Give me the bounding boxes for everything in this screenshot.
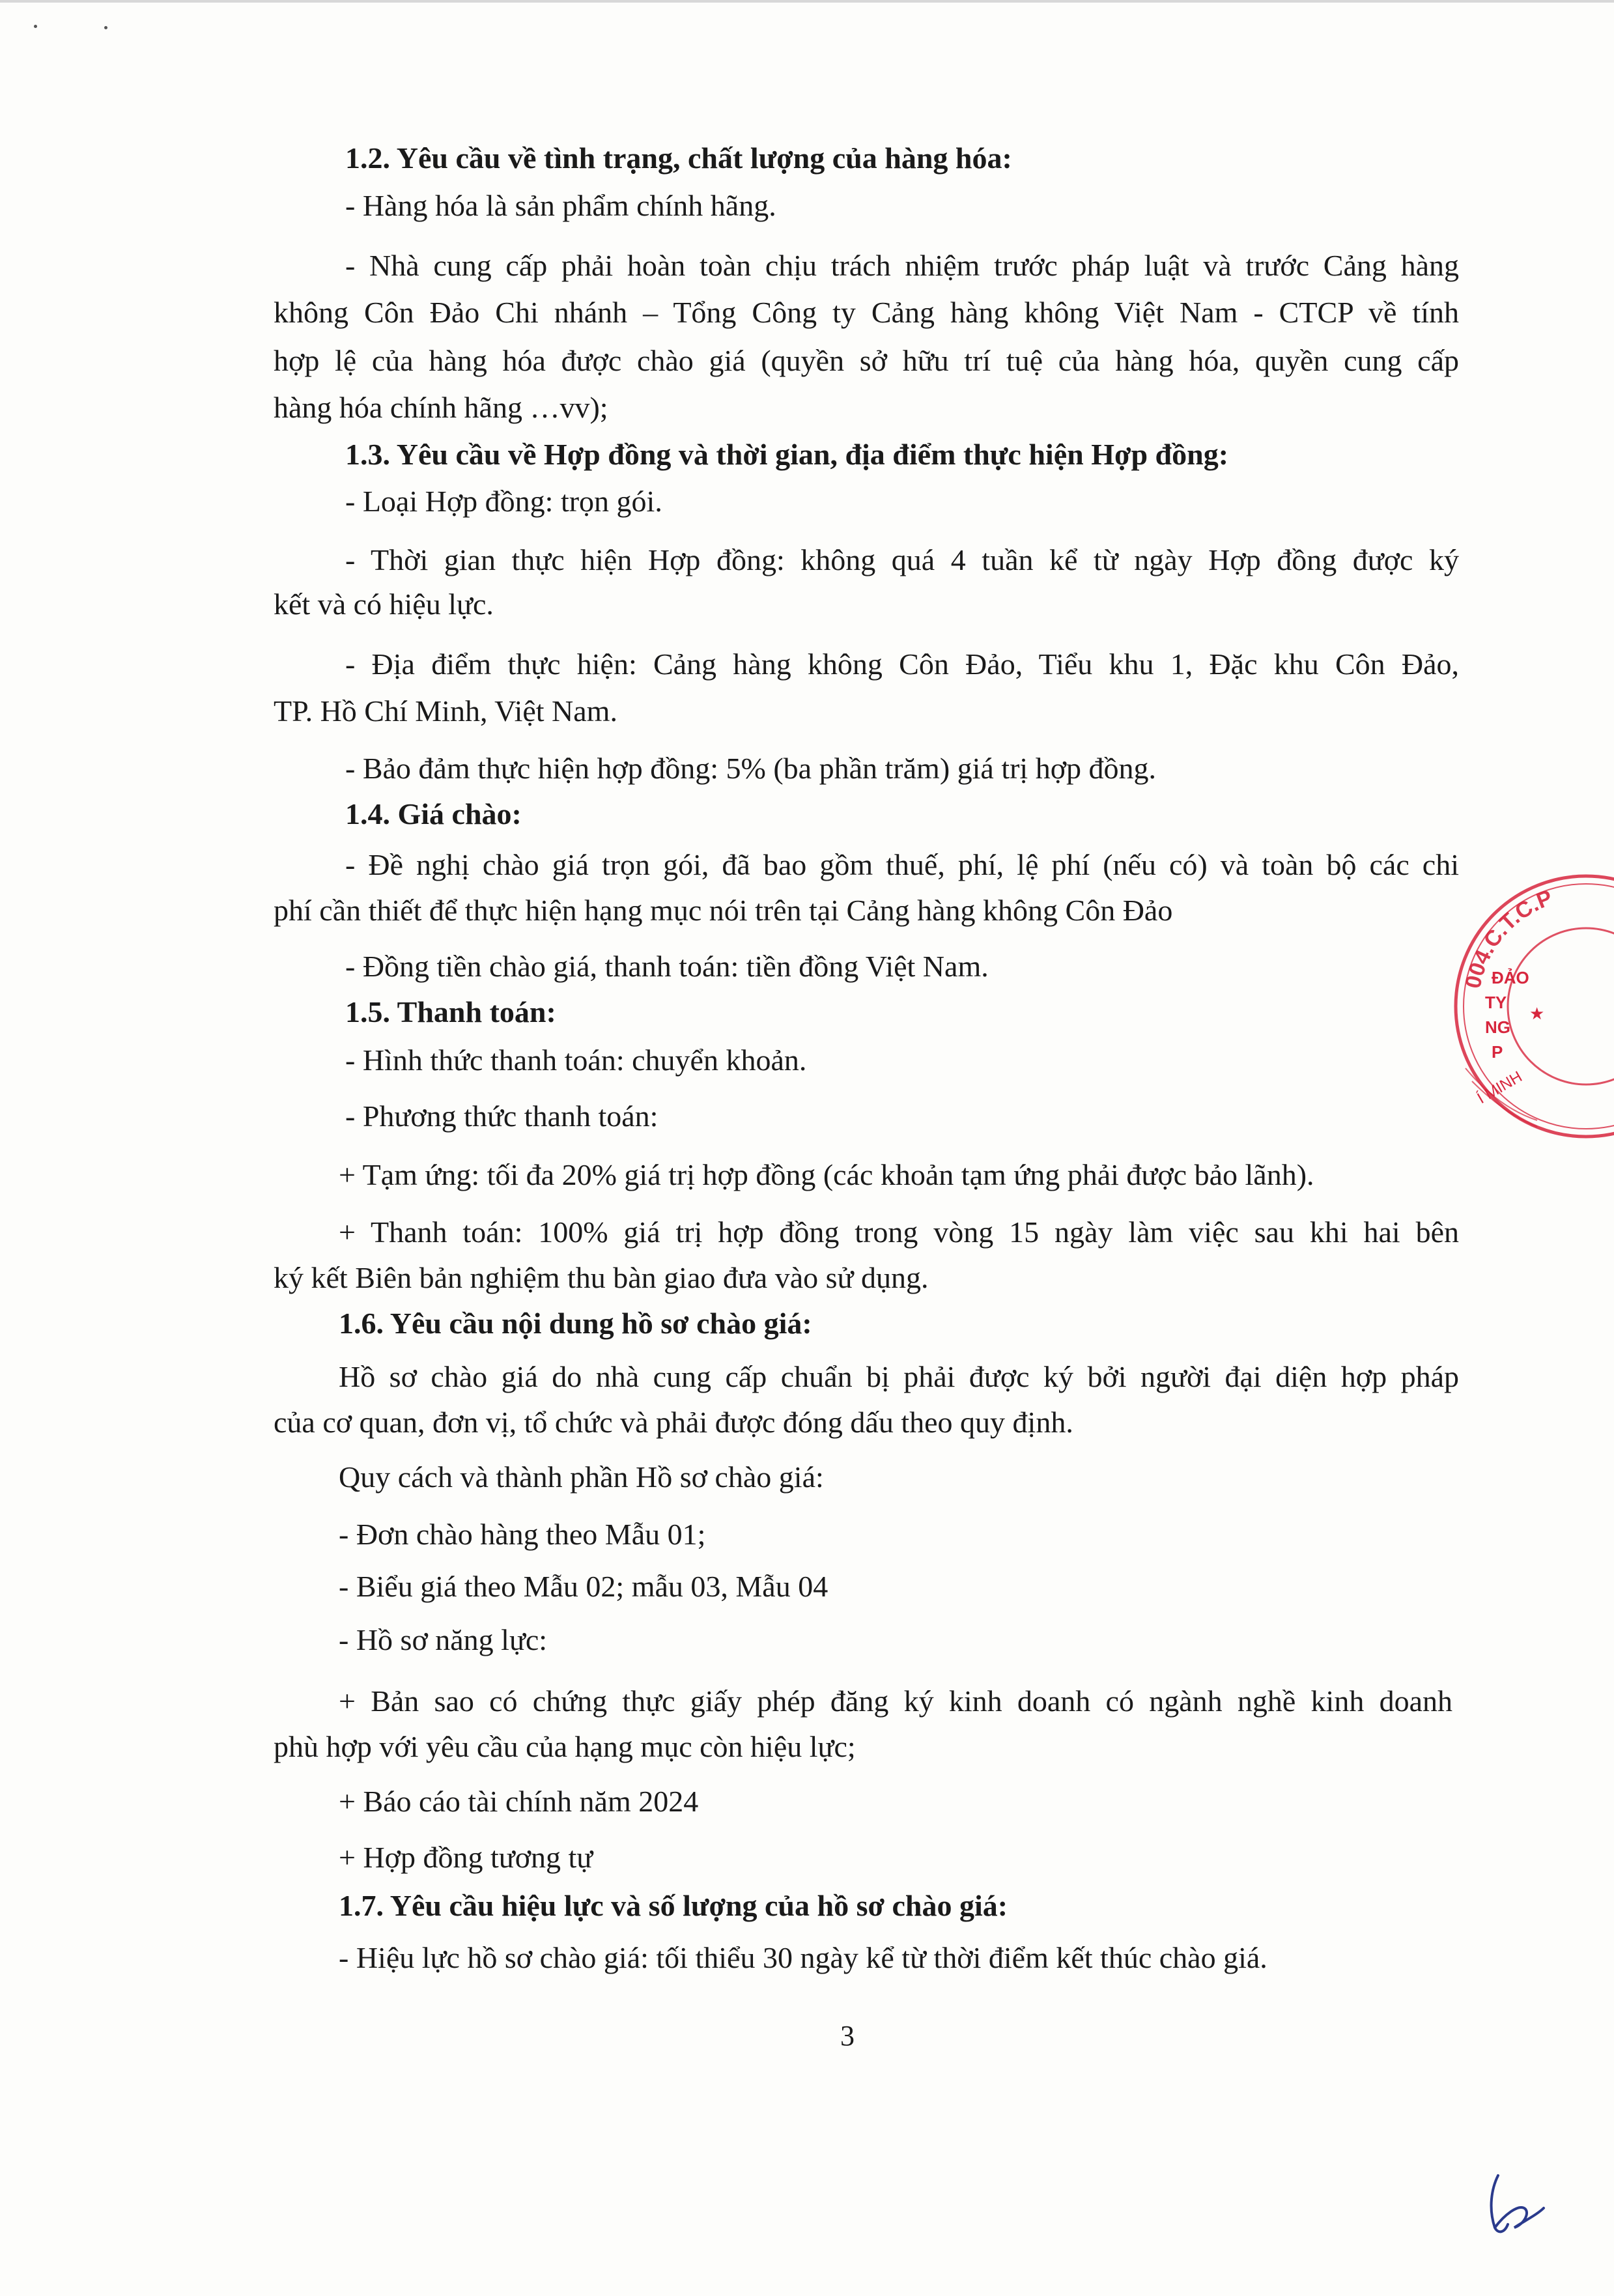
paragraph-line: + Hợp đồng tương tự xyxy=(339,1841,593,1874)
paragraph-line: - Hình thức thanh toán: chuyển khoản. xyxy=(345,1043,807,1077)
svg-text:P: P xyxy=(1492,1042,1503,1062)
scan-top-edge xyxy=(0,0,1614,3)
paragraph-line: phù hợp với yêu cầu của hạng mục còn hiệu lực; xyxy=(274,1730,856,1763)
heading-1-7: 1.7. Yêu cầu hiệu lực và số lượng của hồ sơ chào giá: xyxy=(339,1889,1008,1922)
page-number: 3 xyxy=(840,2020,855,2052)
paragraph-line: không Côn Đảo Chi nhánh – Tổng Công ty Cảng hàng không Việt Nam - CTCP về tính xyxy=(274,296,1459,329)
paragraph-line: - Bảo đảm thực hiện hợp đồng: 5% (ba phần trăm) giá trị hợp đồng. xyxy=(345,752,1157,785)
paragraph-line: + Tạm ứng: tối đa 20% giá trị hợp đồng (các khoản tạm ứng phải được bảo lãnh). xyxy=(339,1158,1314,1191)
signature-initials-icon xyxy=(1479,2169,1557,2241)
paragraph-line: - Biểu giá theo Mẫu 02; mẫu 03, Mẫu 04 xyxy=(339,1570,828,1603)
paragraph-line: + Thanh toán: 100% giá trị hợp đồng trong vòng 15 ngày làm việc sau khi hai bên xyxy=(339,1215,1459,1249)
paragraph-line: - Địa điểm thực hiện: Cảng hàng không Côn Đảo, Tiểu khu 1, Đặc khu Côn Đảo, xyxy=(345,647,1459,681)
paragraph-line: phí cần thiết để thực hiện hạng mục nói trên tại Cảng hàng không Côn Đảo xyxy=(274,894,1173,927)
paragraph-line: - Thời gian thực hiện Hợp đồng: không quá 4 tuần kể từ ngày Hợp đồng được ký xyxy=(345,543,1459,576)
scan-speck xyxy=(104,26,107,29)
svg-text:NG: NG xyxy=(1485,1017,1510,1037)
paragraph-line: TP. Hồ Chí Minh, Việt Nam. xyxy=(274,694,617,728)
paragraph-line: - Nhà cung cấp phải hoàn toàn chịu trách nhiệm trước pháp luật và trước Cảng hàng xyxy=(345,249,1459,282)
paragraph-line: - Hiệu lực hồ sơ chào giá: tối thiểu 30 ngày kể từ thời điểm kết thúc chào giá. xyxy=(339,1941,1267,1974)
paragraph-line: + Báo cáo tài chính năm 2024 xyxy=(339,1785,699,1818)
company-stamp-icon xyxy=(1439,860,1614,1153)
paragraph-line: kết và có hiệu lực. xyxy=(274,588,494,621)
svg-text:★: ★ xyxy=(1529,1004,1545,1024)
paragraph-line: - Đơn chào hàng theo Mẫu 01; xyxy=(339,1518,706,1551)
paragraph-line: hợp lệ của hàng hóa được chào giá (quyền sở hữu trí tuệ của hàng hóa, quyền cung cấp xyxy=(274,344,1459,377)
paragraph-line: + Bản sao có chứng thực giấy phép đăng ký kinh doanh có ngành nghề kinh doanh xyxy=(339,1684,1452,1718)
paragraph-line: - Hồ sơ năng lực: xyxy=(339,1623,548,1656)
paragraph-line: của cơ quan, đơn vị, tổ chức và phải được đóng dấu theo quy định. xyxy=(274,1406,1073,1439)
paragraph-line: Hồ sơ chào giá do nhà cung cấp chuẩn bị phải được ký bởi người đại diện hợp pháp xyxy=(339,1360,1459,1393)
paragraph-line: - Loại Hợp đồng: trọn gói. xyxy=(345,485,662,518)
heading-1-3: 1.3. Yêu cầu về Hợp đồng và thời gian, địa điểm thực hiện Hợp đồng: xyxy=(345,438,1229,471)
paragraph-line: hàng hóa chính hãng …vv); xyxy=(274,391,608,424)
paragraph-line: Quy cách và thành phần Hồ sơ chào giá: xyxy=(339,1460,824,1494)
svg-text:Í MINH: Í MINH xyxy=(1474,1068,1525,1108)
svg-text:TY: TY xyxy=(1485,993,1507,1012)
heading-1-4: 1.4. Giá chào: xyxy=(345,797,522,830)
svg-text:004.C.T.C.P: 004.C.T.C.P xyxy=(1460,885,1556,991)
heading-1-5: 1.5. Thanh toán: xyxy=(345,995,556,1028)
scan-speck xyxy=(34,25,37,28)
paragraph-line: - Đề nghị chào giá trọn gói, đã bao gồm thuế, phí, lệ phí (nếu có) và toàn bộ các chi xyxy=(345,848,1459,881)
svg-text:ĐẢO: ĐẢO xyxy=(1492,968,1529,987)
paragraph-line: - Hàng hóa là sản phẩm chính hãng. xyxy=(345,189,776,222)
heading-1-6: 1.6. Yêu cầu nội dung hồ sơ chào giá: xyxy=(339,1307,812,1340)
paragraph-line: - Phương thức thanh toán: xyxy=(345,1099,658,1133)
heading-1-2: 1.2. Yêu cầu về tình trạng, chất lượng của hàng hóa: xyxy=(345,141,1012,175)
paragraph-line: ký kết Biên bản nghiệm thu bàn giao đưa vào sử dụng. xyxy=(274,1261,929,1294)
paragraph-line: - Đồng tiền chào giá, thanh toán: tiền đồng Việt Nam. xyxy=(345,950,989,983)
